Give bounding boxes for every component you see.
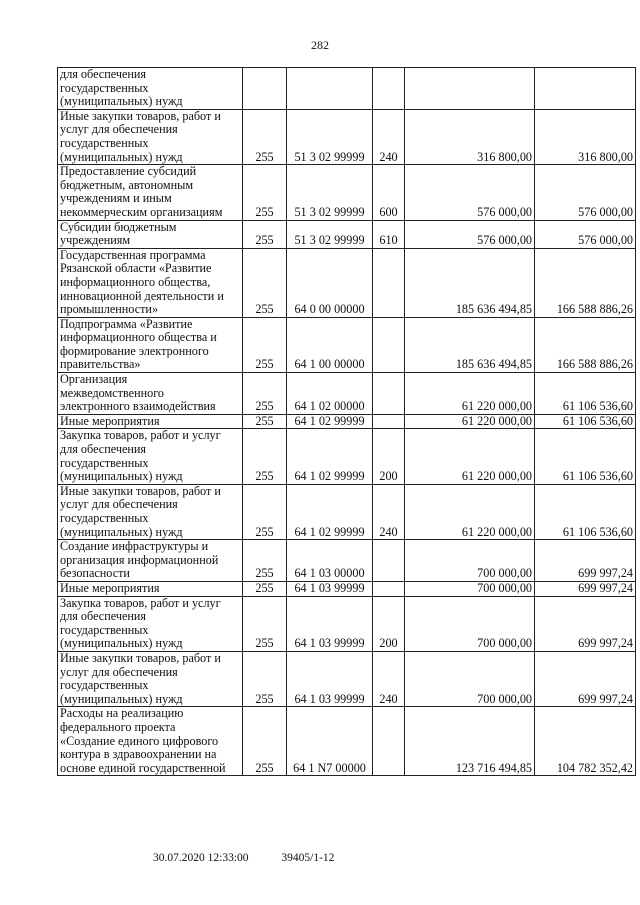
cell-sum-executed: 576 000,00 xyxy=(535,220,636,248)
cell-kcsr: 64 1 02 99999 xyxy=(287,484,373,539)
cell-sum-2020: 61 220 000,00 xyxy=(405,429,535,484)
cell-name xyxy=(58,68,243,110)
cell-name-line: (муниципальных) нужд xyxy=(60,469,183,484)
cell-ved: 255 xyxy=(243,540,287,582)
cell-name-line: учреждениям xyxy=(60,233,131,248)
cell-name-line: Подпрограмма «Развитие xyxy=(60,317,193,331)
table-row xyxy=(58,429,636,484)
cell-ved: 255 xyxy=(243,220,287,248)
cell-name-line: Предоставление субсидий xyxy=(60,164,197,179)
table-row xyxy=(58,373,636,415)
cell-ved: 255 xyxy=(243,373,287,415)
cell-name xyxy=(58,248,243,317)
cell-ved: 255 xyxy=(243,165,287,220)
budget-table-body xyxy=(58,68,636,776)
table-row xyxy=(58,651,636,706)
cell-sum-executed: 699 997,24 xyxy=(535,596,636,651)
cell-name xyxy=(58,540,243,582)
cell-ved: 255 xyxy=(243,581,287,596)
cell-name-line: Рязанской области «Развитие xyxy=(60,261,212,276)
cell-name-line: контура в здравоохранении на xyxy=(60,747,217,762)
cell-name-line: (муниципальных) нужд xyxy=(60,524,183,539)
cell-kcsr: 51 3 02 99999 xyxy=(287,165,373,220)
cell-ved: 255 xyxy=(243,651,287,706)
table-row xyxy=(58,707,636,776)
cell-sum-executed: 576 000,00 xyxy=(535,165,636,220)
cell-name-line: Создание инфраструктуры и xyxy=(60,539,209,554)
page-number: 282 xyxy=(311,38,329,52)
cell-vr: 240 xyxy=(373,109,405,164)
table-row xyxy=(58,220,636,248)
cell-name-line: информационного общества, xyxy=(60,274,211,289)
cell-kcsr: 64 1 03 99999 xyxy=(287,651,373,706)
cell-kcsr: 64 1 02 99999 xyxy=(287,429,373,484)
cell-vr: 200 xyxy=(373,429,405,484)
cell-name-line: «Создание единого цифрового xyxy=(60,733,219,748)
cell-sum-executed: 699 997,24 xyxy=(535,651,636,706)
cell-name xyxy=(58,707,243,776)
cell-sum-2020: 576 000,00 xyxy=(405,165,535,220)
cell-name-line: информационного общества и xyxy=(60,330,217,345)
cell-sum-executed: 61 106 536,60 xyxy=(535,484,636,539)
cell-vr: 610 xyxy=(373,220,405,248)
cell-name-line: государственных xyxy=(60,135,149,150)
cell-ved: 255 xyxy=(243,596,287,651)
cell-name-line: услуг для обеспечения xyxy=(60,664,178,679)
cell-name-line: государственных xyxy=(60,622,149,637)
cell-name-line: некоммерческим организациям xyxy=(60,204,223,219)
cell-kcsr: 64 0 00 00000 xyxy=(287,248,373,317)
cell-kcsr: 64 1 N7 00000 xyxy=(287,707,373,776)
cell-kcsr: 64 1 03 99999 xyxy=(287,596,373,651)
cell-name-line: инновационной деятельности и xyxy=(60,288,224,303)
cell-vr: 240 xyxy=(373,484,405,539)
cell-name-line: электронного взаимодействия xyxy=(60,399,216,414)
cell-name xyxy=(58,109,243,164)
cell-name xyxy=(58,581,243,596)
cell-name-line: Организация xyxy=(60,372,128,387)
cell-kcsr: 64 1 02 99999 xyxy=(287,414,373,429)
cell-name-line: (муниципальных) нужд xyxy=(60,636,183,651)
cell-name-line: (муниципальных) нужд xyxy=(60,149,183,164)
page-footer xyxy=(153,852,334,864)
table-row xyxy=(58,484,636,539)
cell-name-line: (муниципальных) нужд xyxy=(60,691,183,706)
cell-name-line: Иные закупки товаров, работ и xyxy=(60,109,221,123)
table-row xyxy=(58,248,636,317)
table-row xyxy=(58,68,636,110)
cell-name-line: Иные мероприятия xyxy=(60,581,160,595)
cell-name xyxy=(58,484,243,539)
cell-name-line: учреждениям и иным xyxy=(60,191,172,206)
cell-vr: 200 xyxy=(373,596,405,651)
cell-name-line: услуг для обеспечения xyxy=(60,122,178,137)
cell-name xyxy=(58,373,243,415)
cell-name-line: для обеспечения xyxy=(60,442,147,457)
cell-name-line: Государственная программа xyxy=(60,248,206,262)
cell-sum-executed: 166 588 886,26 xyxy=(535,317,636,372)
cell-ved: 255 xyxy=(243,707,287,776)
cell-kcsr: 64 1 02 00000 xyxy=(287,373,373,415)
cell-name-line: (муниципальных) нужд xyxy=(60,94,183,109)
cell-name-line: бюджетным, автономным xyxy=(60,177,194,192)
cell-name-line: государственных xyxy=(60,678,149,693)
cell-sum-executed: 61 106 536,60 xyxy=(535,373,636,415)
cell-vr xyxy=(373,581,405,596)
cell-sum-executed: 699 997,24 xyxy=(535,540,636,582)
cell-kcsr: 64 1 03 00000 xyxy=(287,540,373,582)
cell-vr xyxy=(373,373,405,415)
cell-vr xyxy=(373,707,405,776)
cell-vr: 240 xyxy=(373,651,405,706)
cell-name-line: Иные закупки товаров, работ и xyxy=(60,651,221,665)
cell-name-line: промышленности» xyxy=(60,302,159,317)
cell-sum-2020: 700 000,00 xyxy=(405,651,535,706)
cell-name xyxy=(58,165,243,220)
cell-name-line: Иные мероприятия xyxy=(60,414,160,428)
table-row xyxy=(58,414,636,429)
cell-sum-executed xyxy=(535,68,636,110)
cell-sum-2020: 61 220 000,00 xyxy=(405,373,535,415)
cell-vr xyxy=(373,317,405,372)
cell-sum-executed: 699 997,24 xyxy=(535,581,636,596)
cell-name-line: организация информационной xyxy=(60,552,219,567)
cell-sum-executed: 61 106 536,60 xyxy=(535,429,636,484)
cell-name-line: Иные закупки товаров, работ и xyxy=(60,484,221,498)
table-row xyxy=(58,165,636,220)
cell-name xyxy=(58,429,243,484)
cell-sum-2020: 700 000,00 xyxy=(405,540,535,582)
cell-ved xyxy=(243,68,287,110)
cell-name xyxy=(58,651,243,706)
cell-name xyxy=(58,414,243,429)
cell-sum-2020: 316 800,00 xyxy=(405,109,535,164)
cell-sum-2020: 61 220 000,00 xyxy=(405,484,535,539)
cell-ved: 255 xyxy=(243,414,287,429)
cell-vr xyxy=(373,414,405,429)
table-row xyxy=(58,540,636,582)
cell-name-line: Расходы на реализацию xyxy=(60,706,184,721)
cell-sum-executed: 166 588 886,26 xyxy=(535,248,636,317)
cell-vr xyxy=(373,540,405,582)
cell-name-line: формирование электронного xyxy=(60,343,209,358)
cell-name-line: государственных xyxy=(60,511,149,525)
table-row xyxy=(58,109,636,164)
footer-document-code: 39405/1-12 xyxy=(281,852,335,864)
cell-name-line: межведомственного xyxy=(60,385,165,400)
cell-name-line: государственных xyxy=(60,80,149,95)
cell-sum-2020: 700 000,00 xyxy=(405,596,535,651)
cell-sum-2020: 185 636 494,85 xyxy=(405,317,535,372)
cell-name-line: основе единой государственной xyxy=(60,760,226,775)
cell-name-line: Субсидии бюджетным xyxy=(60,220,177,234)
cell-ved: 255 xyxy=(243,317,287,372)
cell-ved: 255 xyxy=(243,429,287,484)
cell-name-line: безопасности xyxy=(60,566,130,581)
cell-kcsr xyxy=(287,68,373,110)
cell-ved: 255 xyxy=(243,248,287,317)
cell-kcsr: 64 1 03 99999 xyxy=(287,581,373,596)
cell-name-line: правительства» xyxy=(60,357,141,372)
cell-name-line: услуг для обеспечения xyxy=(60,497,178,512)
cell-sum-executed: 61 106 536,60 xyxy=(535,414,636,429)
cell-name xyxy=(58,220,243,248)
cell-kcsr: 51 3 02 99999 xyxy=(287,109,373,164)
footer-timestamp: 30.07.2020 12:33:00 xyxy=(153,852,249,864)
table-row xyxy=(58,317,636,372)
cell-sum-2020: 185 636 494,85 xyxy=(405,248,535,317)
cell-name xyxy=(58,317,243,372)
cell-vr xyxy=(373,248,405,317)
cell-name-line: государственных xyxy=(60,455,149,470)
budget-table xyxy=(57,67,636,776)
cell-sum-2020: 700 000,00 xyxy=(405,581,535,596)
cell-sum-2020: 576 000,00 xyxy=(405,220,535,248)
cell-vr: 600 xyxy=(373,165,405,220)
cell-sum-executed: 316 800,00 xyxy=(535,109,636,164)
cell-kcsr: 51 3 02 99999 xyxy=(287,220,373,248)
cell-sum-2020: 61 220 000,00 xyxy=(405,414,535,429)
cell-name xyxy=(58,596,243,651)
cell-vr xyxy=(373,68,405,110)
cell-name-line: для обеспечения xyxy=(60,609,147,624)
table-row xyxy=(58,596,636,651)
cell-ved: 255 xyxy=(243,484,287,539)
cell-ved: 255 xyxy=(243,109,287,164)
cell-name-line: Закупка товаров, работ и услуг xyxy=(60,428,221,443)
cell-kcsr: 64 1 00 00000 xyxy=(287,317,373,372)
cell-sum-2020: 123 716 494,85 xyxy=(405,707,535,776)
cell-name-line: федерального проекта xyxy=(60,719,176,734)
cell-sum-executed: 104 782 352,42 xyxy=(535,707,636,776)
cell-name-line: Закупка товаров, работ и услуг xyxy=(60,596,221,610)
cell-sum-2020 xyxy=(405,68,535,110)
cell-name-line: для обеспечения xyxy=(60,67,147,81)
table-row xyxy=(58,581,636,596)
